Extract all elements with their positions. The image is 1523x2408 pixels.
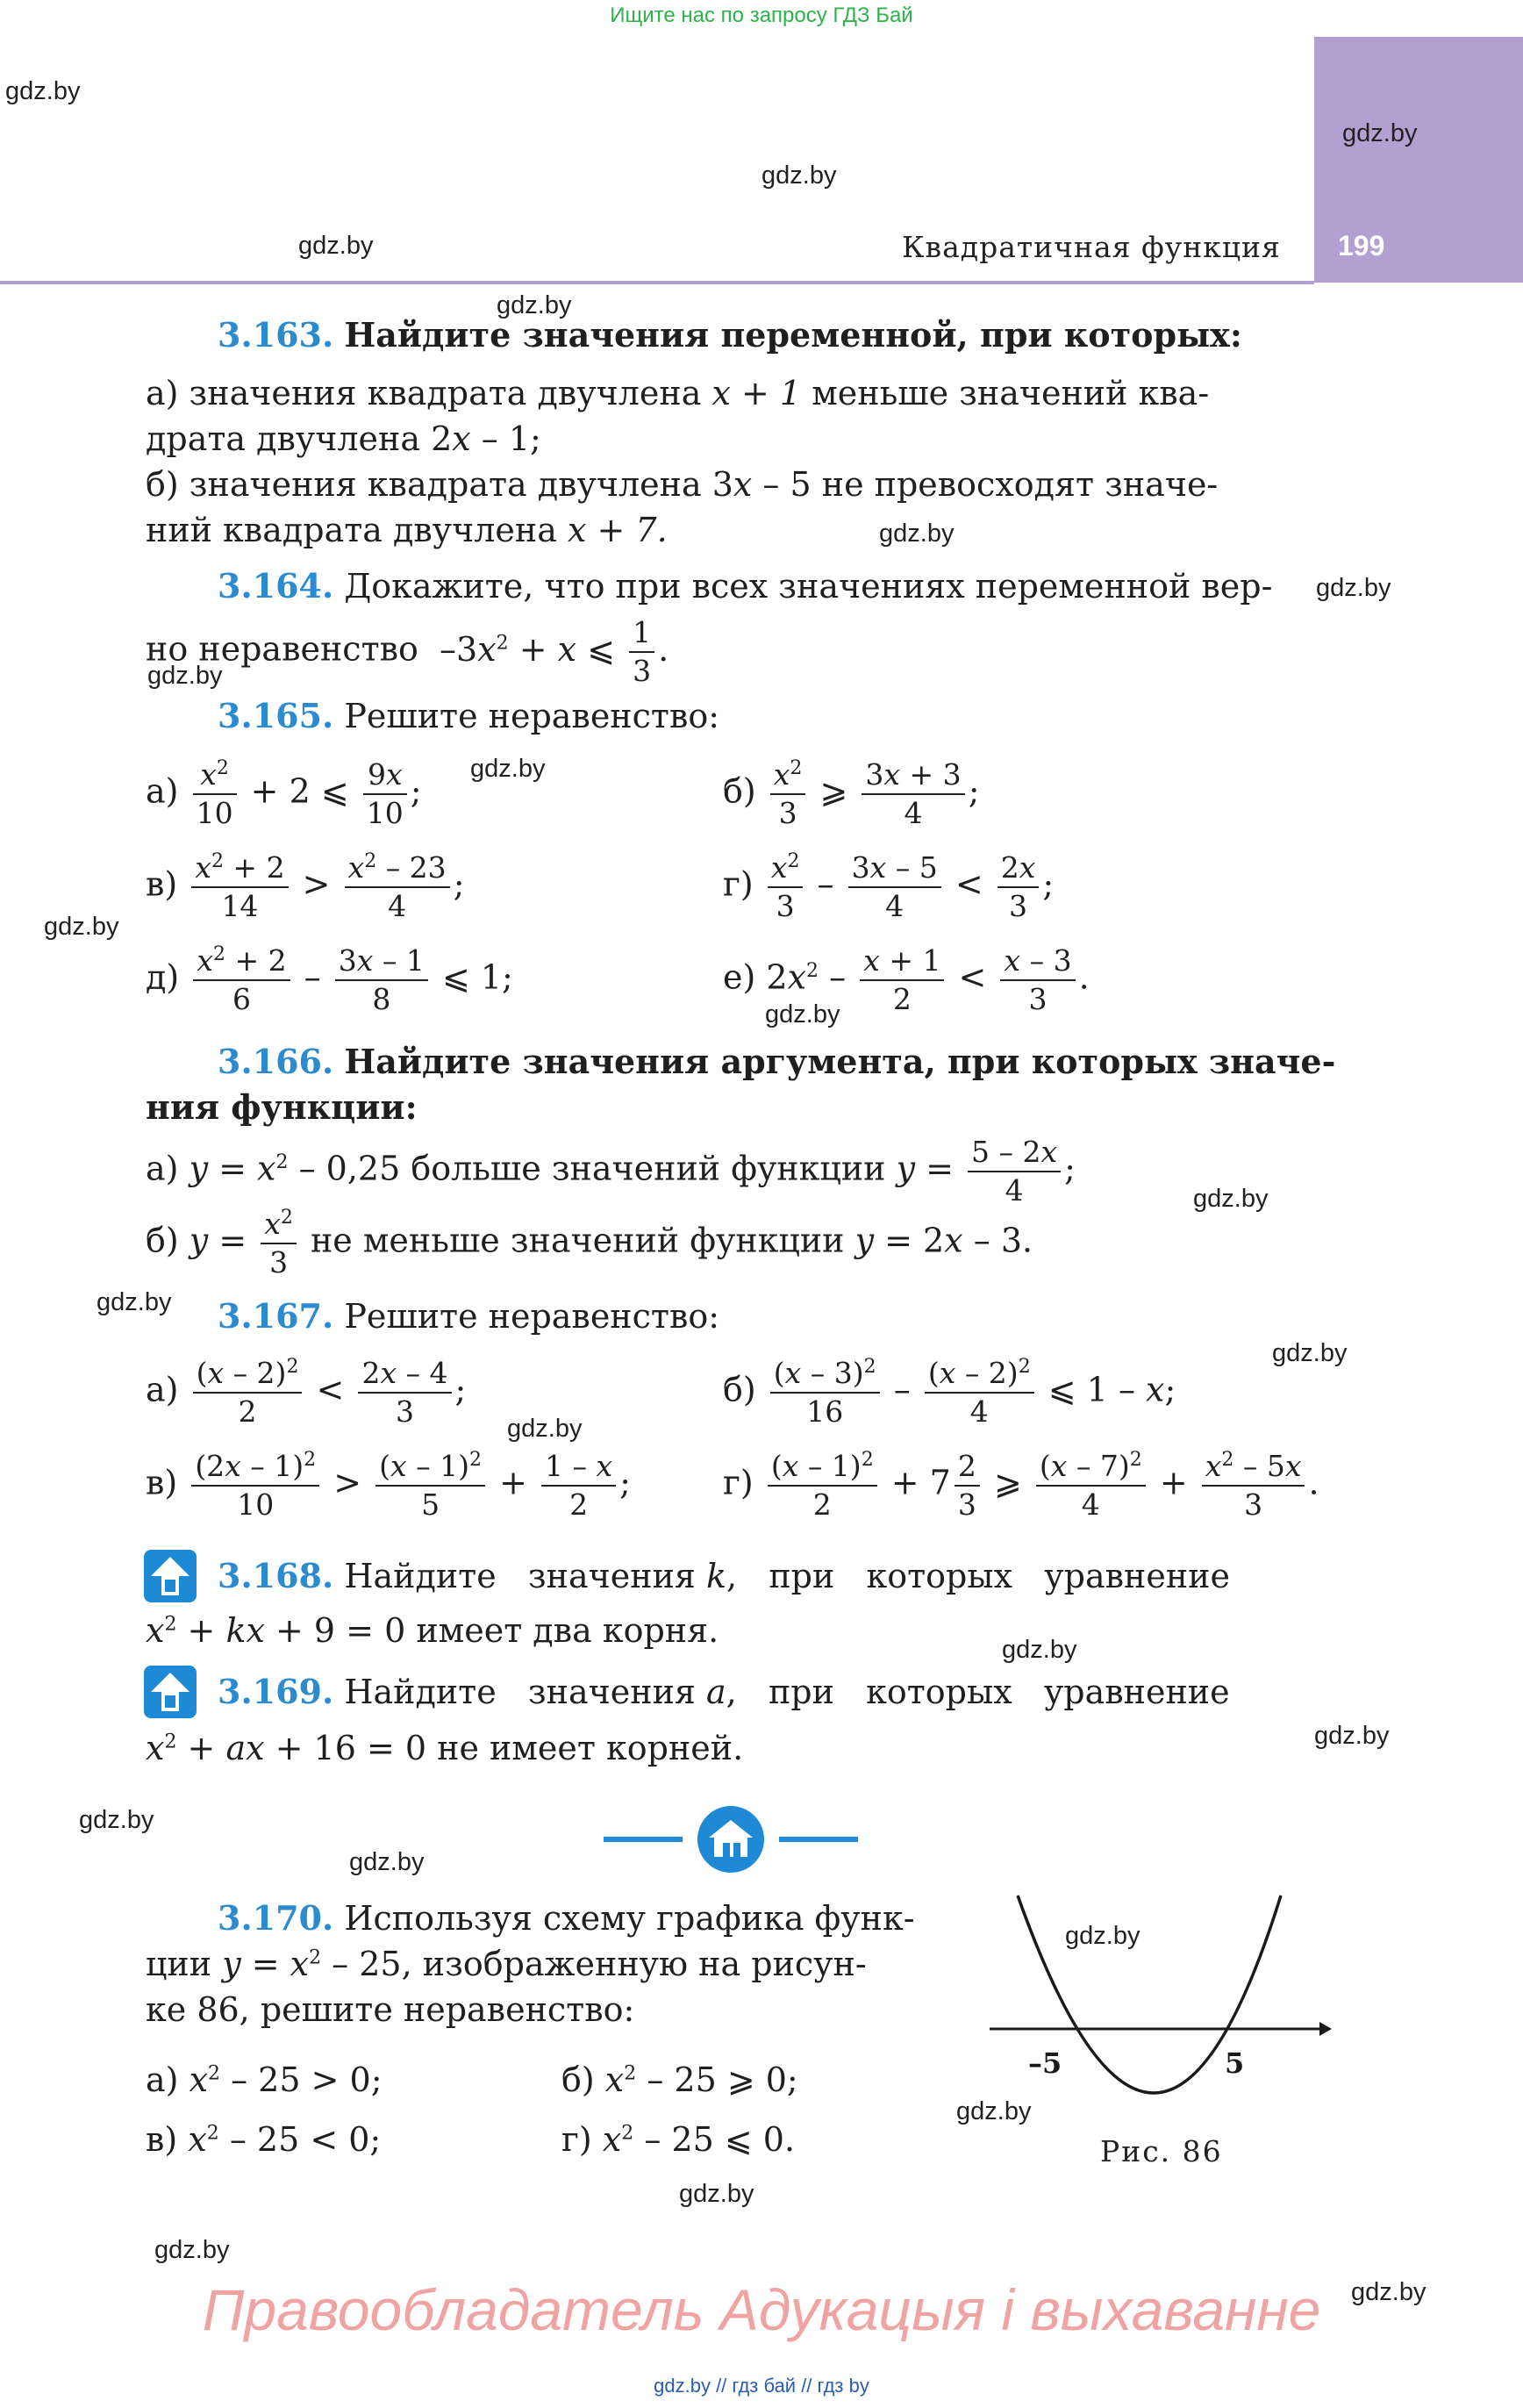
problem-3-164-line1 bbox=[218, 563, 1272, 609]
variable: a bbox=[705, 1673, 726, 1711]
text: , при которых уравнение bbox=[726, 1673, 1230, 1711]
problem-number: 3.166. bbox=[218, 1042, 334, 1081]
chapter-title: Квадратичная функция bbox=[902, 230, 1281, 264]
text: Докажите, что при всех значениях переменной вер- bbox=[344, 567, 1273, 606]
problem-3-170-b: б) $x^2 - 25$ ⩾ 0; bbox=[561, 2060, 798, 2099]
item-label: б) bbox=[723, 771, 756, 811]
root-left-label: –5 bbox=[1028, 2046, 1062, 2080]
problem-number: 3.164. bbox=[218, 566, 334, 606]
item-label: г) bbox=[723, 864, 754, 904]
watermark: gdz.by bbox=[470, 755, 546, 783]
watermark: gdz.by bbox=[1065, 1922, 1140, 1950]
text: – 5 не превосходят значе- bbox=[752, 465, 1219, 504]
problem-3-163-heading bbox=[218, 312, 1242, 358]
function: $y = x^2 - 25$ bbox=[222, 1945, 402, 1983]
watermark: gdz.by bbox=[1351, 2278, 1426, 2306]
problem-3-165-a: а) $\frac{x^2}{10}$ + 2 ⩽ $\frac{9x}{10}$ ; bbox=[146, 757, 422, 830]
item-label: е) bbox=[723, 957, 756, 997]
problem-title: Решите неравенство: bbox=[344, 1297, 720, 1336]
item-label: в) bbox=[146, 864, 178, 904]
figure-caption: Рис. 86 bbox=[1100, 2134, 1223, 2168]
x-axis-arrow bbox=[1319, 2022, 1332, 2036]
text: Найдите значения bbox=[344, 1673, 696, 1711]
watermark: gdz.by bbox=[147, 662, 223, 690]
problem-3-168-line1 bbox=[218, 1553, 1230, 1599]
problem-number: 3.170. bbox=[218, 1898, 334, 1938]
watermark: gdz.by bbox=[298, 232, 374, 260]
item-label: в) bbox=[146, 2120, 178, 2159]
item-label: в) bbox=[146, 1463, 178, 1502]
root-right-label: 5 bbox=[1225, 2046, 1245, 2080]
problem-3-166-a: а) $y = x^2 - 0,25$ больше значений функции y = $\frac{5 - 2x}{4}$ ; bbox=[146, 1135, 1076, 1208]
variable: x bbox=[733, 465, 753, 504]
problem-3-169-line1 bbox=[218, 1669, 1230, 1715]
problem-3-165-v: в) $\frac{x^2 + 2}{14}$ > $\frac{x^2 - 23}{4}$ ; bbox=[146, 850, 465, 923]
text: больше значений функции bbox=[411, 1149, 886, 1188]
watermark: gdz.by bbox=[762, 161, 837, 190]
parabola-figure bbox=[983, 1887, 1334, 2132]
watermark: gdz.by bbox=[507, 1415, 583, 1443]
text: ний квадрата двучлена bbox=[146, 511, 557, 549]
problem-number: 3.169. bbox=[218, 1672, 334, 1711]
problem-3-167-v: в) $\frac{(2x - 1)^2}{10}$ > $\frac{(x - 1)^2}{5}$ + $\frac{1 - x}{2}$ ; bbox=[146, 1449, 631, 1522]
inequality: $-3x^2 + x$ ⩽ $\frac{1}{3}$ . bbox=[428, 615, 669, 688]
watermark: gdz.by bbox=[497, 291, 572, 319]
watermark: gdz.by bbox=[765, 1000, 840, 1028]
problem-3-163-b-line2 bbox=[146, 507, 668, 553]
copyright-notice: Правообладатель Адукацыя і выхаванне bbox=[202, 2277, 1321, 2342]
problem-number: 3.165. bbox=[218, 696, 334, 735]
problem-3-170-line3: ке 86, решите неравенство: bbox=[146, 1990, 635, 2029]
text: Используя схему графика функ- bbox=[344, 1899, 915, 1938]
problem-number: 3.167. bbox=[218, 1296, 334, 1336]
item-label: а) bbox=[146, 1149, 179, 1188]
text: не меньше значений функции bbox=[310, 1221, 845, 1260]
text: , при которых уравнение bbox=[726, 1557, 1230, 1595]
item-label: г) bbox=[561, 2120, 592, 2159]
item-label: б) bbox=[723, 1370, 756, 1409]
item-label: г) bbox=[723, 1463, 754, 1502]
watermark: gdz.by bbox=[97, 1288, 172, 1316]
problem-3-165-d: д) $\frac{x^2 + 2}{6}$ – $\frac{3x - 1}{8}$ ⩽ 1; bbox=[146, 943, 513, 1016]
variable: k bbox=[705, 1557, 726, 1595]
watermark: gdz.by bbox=[1272, 1339, 1348, 1367]
homework-divider bbox=[604, 1804, 858, 1874]
problem-3-163-a-line2 bbox=[146, 416, 541, 462]
problem-3-170-v: в) $x^2 - 25 < 0$; bbox=[146, 2120, 382, 2159]
item-label: б) bbox=[146, 1221, 179, 1260]
problem-3-164-line2 bbox=[146, 614, 669, 690]
problem-number: 3.163. bbox=[218, 315, 334, 355]
problem-3-168-line2 bbox=[146, 1608, 719, 1653]
text: – 1; bbox=[470, 419, 541, 458]
watermark: gdz.by bbox=[349, 1848, 425, 1876]
problem-3-166-line1 bbox=[218, 1039, 1335, 1085]
problem-3-165-e: е) $2x^2$ – $\frac{x + 1}{2}$ < $\frac{x - 3}{3}$ . bbox=[723, 943, 1090, 1016]
watermark: gdz.by bbox=[1342, 119, 1418, 147]
item-label: а) bbox=[146, 2060, 179, 2099]
problem-3-165-g: г) $\frac{x^2}{3}$ – $\frac{3x - 5}{4}$ < $\frac{2x}{3}$ ; bbox=[723, 850, 1055, 923]
expression: x + 7. bbox=[567, 511, 668, 549]
watermark: gdz.by bbox=[44, 913, 119, 941]
variable: x bbox=[452, 419, 471, 458]
watermark: gdz.by bbox=[79, 1806, 154, 1834]
watermark: gdz.by bbox=[679, 2180, 754, 2208]
text: б) значения квадрата двучлена 3 bbox=[146, 465, 733, 504]
problem-3-167-a: а) $\frac{(x - 2)^2}{2}$ < $\frac{2x - 4}{3}$ ; bbox=[146, 1356, 467, 1429]
watermark: gdz.by bbox=[154, 2236, 230, 2264]
item-label: б) bbox=[561, 2060, 595, 2099]
problem-title: Найдите значения переменной, при которых: bbox=[344, 315, 1242, 355]
problem-3-163-a-line1 bbox=[146, 370, 1209, 416]
problem-3-166-line2: ния функции: bbox=[146, 1087, 418, 1127]
problem-title: Решите неравенство: bbox=[344, 697, 720, 735]
top-note: Ищите нас по запросу ГДЗ Бай bbox=[610, 4, 913, 27]
text: Найдите значения bbox=[344, 1557, 696, 1595]
item-label: а) bbox=[146, 771, 179, 811]
problem-3-170-line1 bbox=[218, 1896, 915, 1941]
text: = 0 имеет два корня. bbox=[346, 1611, 719, 1650]
problem-3-165-heading bbox=[218, 693, 719, 739]
text: а) значения квадрата двучлена bbox=[146, 374, 702, 412]
watermark: gdz.by bbox=[1314, 1722, 1390, 1750]
text: драта двучлена 2 bbox=[146, 419, 453, 458]
item-label: д) bbox=[146, 957, 180, 997]
text: но неравенство bbox=[146, 629, 418, 669]
problem-3-169-line2 bbox=[146, 1725, 743, 1771]
watermark: gdz.by bbox=[1002, 1636, 1077, 1664]
watermark: gdz.by bbox=[5, 77, 81, 105]
text: , изображенную на рисун- bbox=[401, 1945, 867, 1983]
problem-3-165-b: б) $\frac{x^2}{3}$ ⩾ $\frac{3x + 3}{4}$ ; bbox=[723, 757, 980, 830]
problem-number: 3.168. bbox=[218, 1556, 334, 1595]
problem-3-167-b: б) $\frac{(x - 3)^2}{16}$ – $\frac{(x - 2)^2}{4}$ ⩽ 1 – x; bbox=[723, 1356, 1176, 1429]
problem-3-167-heading bbox=[218, 1294, 719, 1339]
problem-3-166-b: б) y = $\frac{x^2}{3}$ не меньше значений функции y = 2x – 3. bbox=[146, 1207, 1033, 1279]
item-label: а) bbox=[146, 1370, 179, 1409]
header-rule bbox=[0, 281, 1314, 284]
footer-links: gdz.by // гдз бай // гдз by bbox=[654, 2375, 869, 2397]
level-up-icon bbox=[144, 1550, 197, 1602]
equation: $x^2$ + ax + 16 bbox=[146, 1729, 367, 1767]
watermark: gdz.by bbox=[879, 520, 955, 548]
problem-3-170-g: г) $x^2 - 25$ ⩽ 0. bbox=[561, 2120, 796, 2159]
page-number: 199 bbox=[1338, 230, 1385, 262]
equation: $x^2$ + kx + 9 bbox=[146, 1611, 347, 1650]
text: Найдите значения аргумента, при которых значе- bbox=[344, 1042, 1336, 1081]
text: меньше значений ква- bbox=[812, 374, 1210, 412]
text: = 0 не имеет корней. bbox=[366, 1729, 744, 1767]
problem-3-167-g: г) $\frac{(x - 1)^2}{2}$ + 7 $\frac{2}{3}$ ⩾ $\frac{(x - 7)^2}{4}$ + $\frac{x^2 - 5x}{3}$ . bbox=[723, 1449, 1319, 1522]
watermark: gdz.by bbox=[1193, 1185, 1269, 1213]
expression: x + 1 bbox=[711, 374, 802, 412]
watermark: gdz.by bbox=[1316, 574, 1391, 602]
problem-3-170-line2 bbox=[146, 1941, 867, 1987]
level-up-icon bbox=[144, 1666, 197, 1718]
watermark: gdz.by bbox=[956, 2097, 1032, 2125]
problem-3-163-b-line1 bbox=[146, 462, 1218, 507]
problem-3-170-a: а) $x^2 - 25 > 0$; bbox=[146, 2060, 383, 2099]
text: ции bbox=[146, 1945, 212, 1983]
